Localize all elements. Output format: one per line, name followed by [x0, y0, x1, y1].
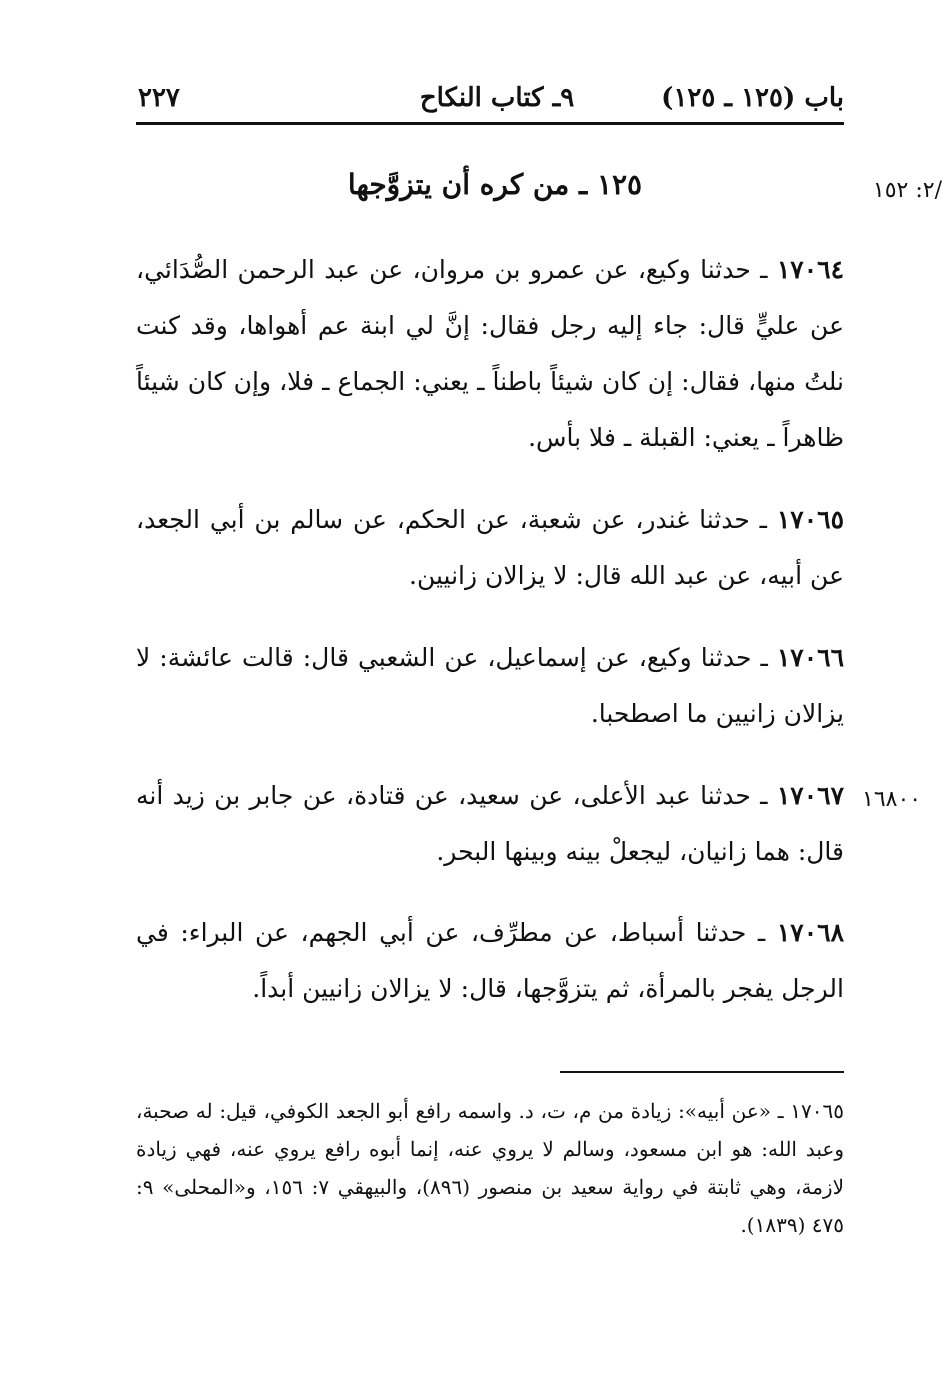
book-title: ٩ـ كتاب النكاح [419, 83, 575, 113]
hadith-text: ـ حدثنا عبد الأعلى، عن سعيد، عن قتادة، عن جابر بن زيد أنه قال: هما زانيان، ليجعلْ بينه وبينها البحر. [136, 781, 844, 866]
margin-reference-mid: ١٦٨٠٠ [862, 787, 922, 812]
hadith-number: ١٧٠٦٧ [776, 781, 844, 810]
header-divider [136, 122, 844, 125]
margin-reference-top: /٢: ١٥٢ [872, 178, 942, 203]
footnote-divider [560, 1071, 844, 1073]
hadith-text: ـ حدثنا وكيع، عن إسماعيل، عن الشعبي قال: قالت عائشة: لا يزالان زانيين ما اصطحبا. [136, 643, 844, 728]
hadith-number: ١٧٠٦٨ [776, 918, 844, 947]
hadith-paragraph [136, 905, 844, 1017]
page-number: ٢٢٧ [138, 83, 180, 113]
section-range: باب (١٢٥ ـ ١٢٥) [661, 83, 844, 113]
hadith-number: ١٧٠٦٥ [776, 505, 844, 534]
hadith-paragraph [136, 630, 844, 742]
hadith-number: ١٧٠٦٦ [776, 643, 844, 672]
footnote: ١٧٠٦٥ ـ «عن أبيه»: زيادة من م، ت، د. واسمه رافع أبو الجعد الكوفي، قيل: له صحبة، وعبد الله: هو ابن مسعود، وسالم لا يروي عنه، إنما أبوه رافع يروي عنه، فهي زيادة لازمة، وهي ثابتة في رواية سعيد بن منصور (٨٩٦)، والبيهقي ٧: ١٥٦، و«المحلى» ٩: ٤٧٥ (١٨٣٩). [136, 1099, 844, 1237]
hadith-paragraph [136, 492, 844, 604]
hadith-number: ١٧٠٦٤ [776, 255, 844, 284]
chapter-title: ١٢٥ ـ من كره أن يتزوَّجها [347, 168, 643, 201]
hadith-paragraph [136, 768, 844, 880]
hadith-text: ـ حدثنا وكيع، عن عمرو بن مروان، عن عبد الرحمن الصُّدَائي، عن عليٍّ قال: جاء إليه رجل فقال: إنَّ لي ابنة عم أهواها، وقد كنت نلتُ منها، فقال: إن كان شيئاً باطناً ـ يعني: الجماع ـ فلا، وإن كان شيئاً ظاهراً ـ يعني: القبلة ـ فلا بأس. [136, 255, 844, 452]
hadith-paragraph [136, 242, 844, 466]
hadith-text: ـ حدثنا أسباط، عن مطرِّف، عن أبي الجهم، عن البراء: في الرجل يفجر بالمرأة، ثم يتزوَّجها، قال: لا يزالان زانيين أبداً. [136, 918, 844, 1003]
hadith-text: ـ حدثنا غندر، عن شعبة، عن الحكم، عن سالم بن أبي الجعد، عن أبيه، عن عبد الله قال: لا يزالان زانيين. [136, 505, 844, 590]
